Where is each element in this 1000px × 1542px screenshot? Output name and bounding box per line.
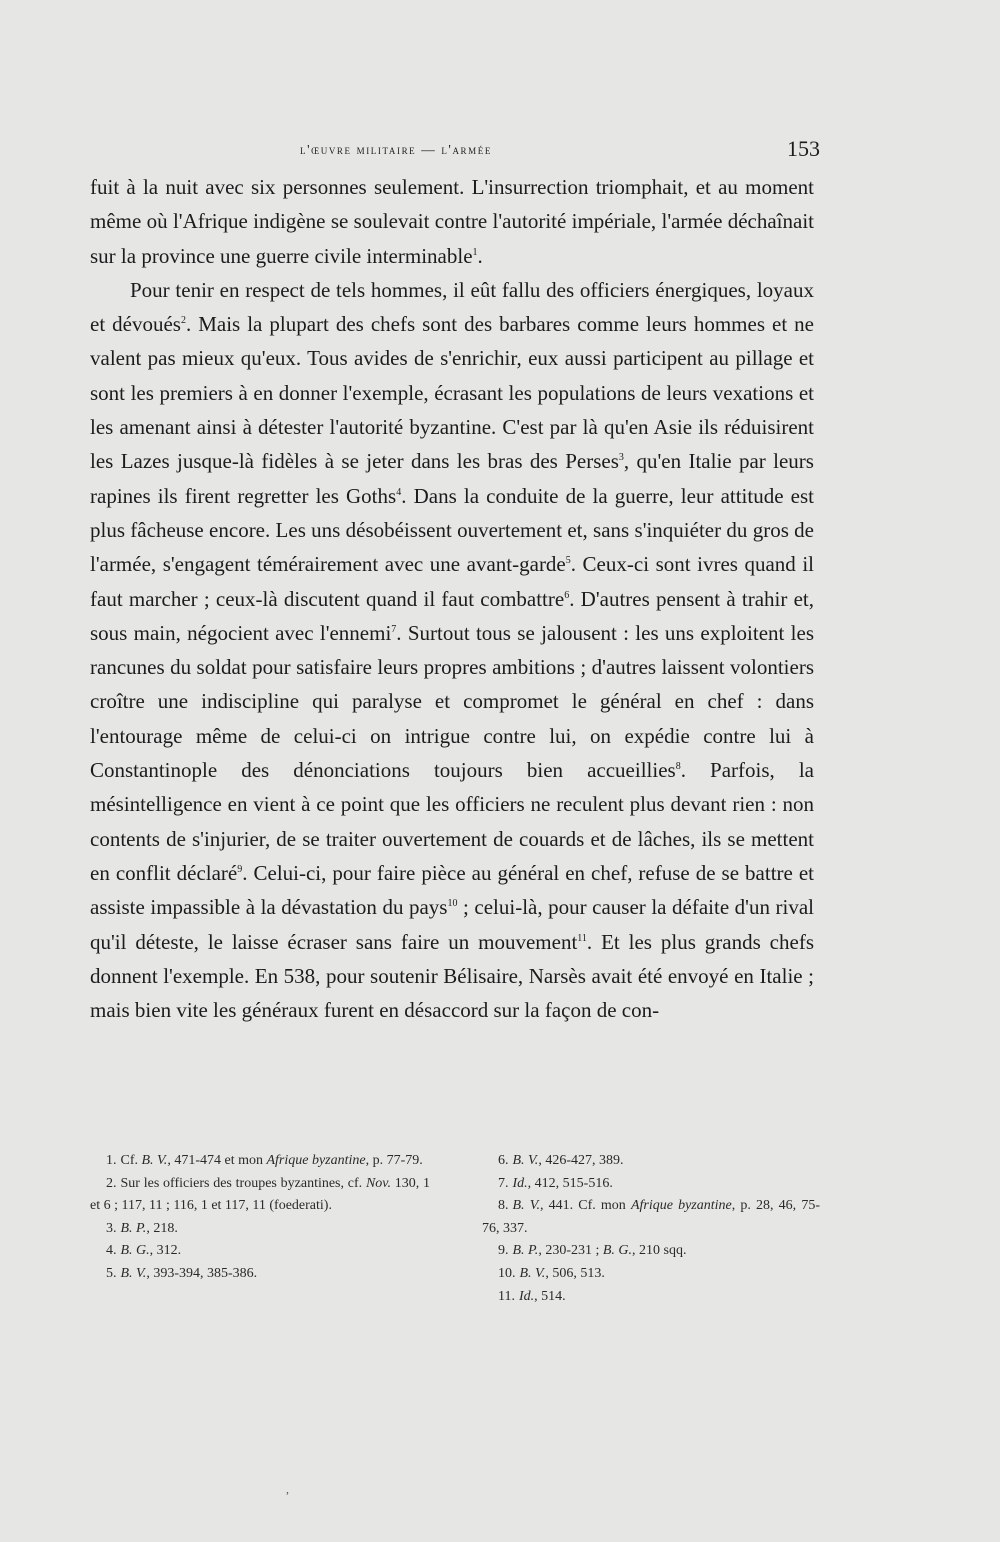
footnote-text: , 441. Cf. mon	[539, 1198, 631, 1214]
paragraph-1	[90, 170, 814, 273]
footnote-citation-italic: B. V.	[141, 1153, 168, 1168]
text-run: fuit à la nuit avec six personnes seulement. L'insurrection triomphait, et au moment même où l'Afrique indigène se soulevait contre l'autorité impériale, l'armée déchaînait sur la province une guerre civile interminable	[90, 175, 814, 268]
footnote-citation-italic: Nov.	[365, 1175, 391, 1191]
text-run: , qu'en Italie par leurs rapines ils firent regretter les Goths	[90, 449, 814, 508]
footnote-ref: 3	[618, 452, 624, 464]
footnote-citation-italic: Id.	[518, 1288, 535, 1304]
page-number: 153	[787, 136, 820, 161]
footnote	[90, 1150, 430, 1173]
footnote-text: , p. 28, 46, 75-76, 337.	[482, 1198, 820, 1236]
footnote-text: , 210 sqq.	[632, 1243, 687, 1259]
footnote-citation-italic: B. G.	[120, 1243, 150, 1259]
footnote-text: Sur les officiers des troupes byzantines, cf.	[120, 1175, 366, 1191]
footnote	[482, 1240, 820, 1263]
footnote-ref: 2	[180, 315, 186, 327]
footnote-text: , 506, 513.	[545, 1265, 605, 1281]
footnote-citation-italic: Afrique byzantine	[266, 1153, 366, 1168]
text-run: . Parfois, la mésintelligence en vient à ce point que les officiers ne reculent plus devant rien : non contents de s'injurier, de se traiter ouvertement de couards et de lâches, ils se mettent en conflit déclaré	[90, 758, 814, 885]
footnote-text: , 393-394, 385-386.	[146, 1265, 258, 1281]
footnote-number: 7.	[498, 1175, 509, 1191]
footnote-text: Cf.	[120, 1153, 142, 1168]
footnote	[90, 1263, 430, 1286]
text-run: ; celui-là, pour causer la défaite d'un rival qu'il déteste, le laisse écraser sans faire un mouvement	[90, 895, 814, 954]
footnote-number: 8.	[498, 1198, 509, 1214]
footnote-citation-italic: B. V.	[120, 1265, 147, 1281]
footnote-text: , 514.	[534, 1288, 566, 1304]
footnotes-right-column	[482, 1150, 820, 1308]
footnote	[90, 1173, 430, 1218]
footnote	[482, 1286, 820, 1309]
page-header	[90, 136, 820, 170]
footnote-text: , 426-427, 389.	[538, 1153, 624, 1168]
footnote	[90, 1218, 430, 1241]
footnotes-left-column	[90, 1150, 430, 1286]
stray-ink-mark: ,	[286, 1482, 289, 1496]
footnote-ref: 7	[391, 623, 397, 635]
footnote-citation-italic: Id.	[512, 1175, 528, 1191]
text-run: .	[477, 243, 483, 268]
footnote-citation-italic: B. P.	[512, 1243, 539, 1259]
footnote-ref: 9	[237, 863, 243, 875]
footnote-citation-italic: Afrique byzantine	[630, 1198, 732, 1214]
footnote-ref: 11	[577, 932, 587, 944]
footnote-number: 6.	[498, 1153, 509, 1168]
text-run: . Celui-ci, pour faire pièce au général en chef, refuse de se battre et assiste impassible à la dévastation du pays	[90, 860, 814, 920]
text-run: . Ceux-ci sont ivres quand il faut marcher ; ceux-là discutent quand il faut combattre	[90, 552, 815, 611]
paragraph-2	[90, 273, 814, 1028]
footnote	[90, 1240, 430, 1263]
text-run: Pour tenir en respect de tels hommes, il eût fallu des officiers énergiques, loyaux et dévoués	[90, 277, 814, 337]
footnote-text: , 218.	[146, 1220, 178, 1236]
footnote-ref: 8	[675, 761, 681, 773]
footnote-ref: 5	[565, 555, 571, 567]
text-run: . D'autres pensent à trahir et, sous main, négocient avec l'ennemi	[90, 586, 814, 645]
footnote	[482, 1263, 820, 1286]
footnote-ref: 1	[472, 246, 478, 258]
footnote-number: 10.	[498, 1265, 516, 1281]
footnote-ref: 6	[564, 589, 570, 601]
footnote-number: 3.	[106, 1220, 117, 1236]
footnote-citation-italic: B. V.	[512, 1198, 540, 1214]
footnote	[482, 1173, 820, 1196]
footnote	[482, 1195, 820, 1240]
footnote-number: 1.	[106, 1153, 117, 1168]
footnote-number: 2.	[106, 1175, 117, 1191]
footnote-text: , p. 77-79.	[365, 1153, 423, 1168]
footnote-citation-italic: B. P.	[120, 1220, 147, 1236]
footnote-number: 11.	[498, 1288, 515, 1304]
footnote-citation-italic: B. V.	[512, 1153, 539, 1168]
footnote-text: , 312.	[149, 1243, 182, 1259]
footnote-number: 9.	[498, 1243, 509, 1259]
footnote-ref: 10	[447, 898, 458, 910]
footnote-number: 5.	[106, 1265, 117, 1281]
footnote-text: , 412, 515-516.	[527, 1175, 613, 1191]
footnote-text: 130, 1 et 6 ; 117, 11 ; 116, 1 et 117, 11 (foederati).	[90, 1175, 431, 1214]
text-run: . Dans la conduite de la guerre, leur attitude est plus fâcheuse encore. Les uns désobéissent ouvertement et, sans s'inquiéter du gros de l'armée, s'engagent témérairement avec une avant-garde	[90, 483, 815, 577]
text-run: . Mais la plupart des chefs sont des barbares comme leurs hommes et ne valent pas mieux qu'eux. Tous avides de s'enrichir, eux aussi participent au pillage et sont les premiers à en donner l'exemple, écrasant les populations de leurs vexations et les amenant ainsi à détester l'autorité byzantine. C'est par là qu'en Asie ils réduisirent les Lazes jusque-là fidèles à se jeter dans les bras des Perses	[90, 312, 814, 474]
footnote-citation-italic: B. V.	[519, 1265, 546, 1281]
footnote-citation-italic: B. G.	[602, 1243, 633, 1259]
text-run: . Et les plus grands chefs donnent l'exemple. En 538, pour soutenir Bélisaire, Narsès avait été envoyé en Italie ; mais bien vite les généraux furent en désaccord sur la façon de con-	[90, 929, 814, 1023]
footnote-text: , 471-474 et mon	[167, 1153, 267, 1168]
body-text	[90, 170, 814, 1027]
footnote-text: , 230-231 ;	[538, 1243, 603, 1259]
footnotes	[90, 1150, 820, 1340]
footnote	[482, 1150, 820, 1173]
footnote-ref: 4	[396, 486, 402, 498]
footnote-number: 4.	[106, 1243, 117, 1259]
text-run: . Surtout tous se jalousent : les uns exploitent les rancunes du soldat pour satisfaire leurs propres ambitions ; d'autres laissent volontiers croître une indiscipline qui paralyse et compromet le général en chef : dans l'entourage même de celui-ci on intrigue contre lui, on expédie contre lui à Constantinople des dénonciations toujours bien accueillies	[90, 620, 814, 783]
running-title: l'œuvre militaire — l'armée	[300, 142, 492, 157]
